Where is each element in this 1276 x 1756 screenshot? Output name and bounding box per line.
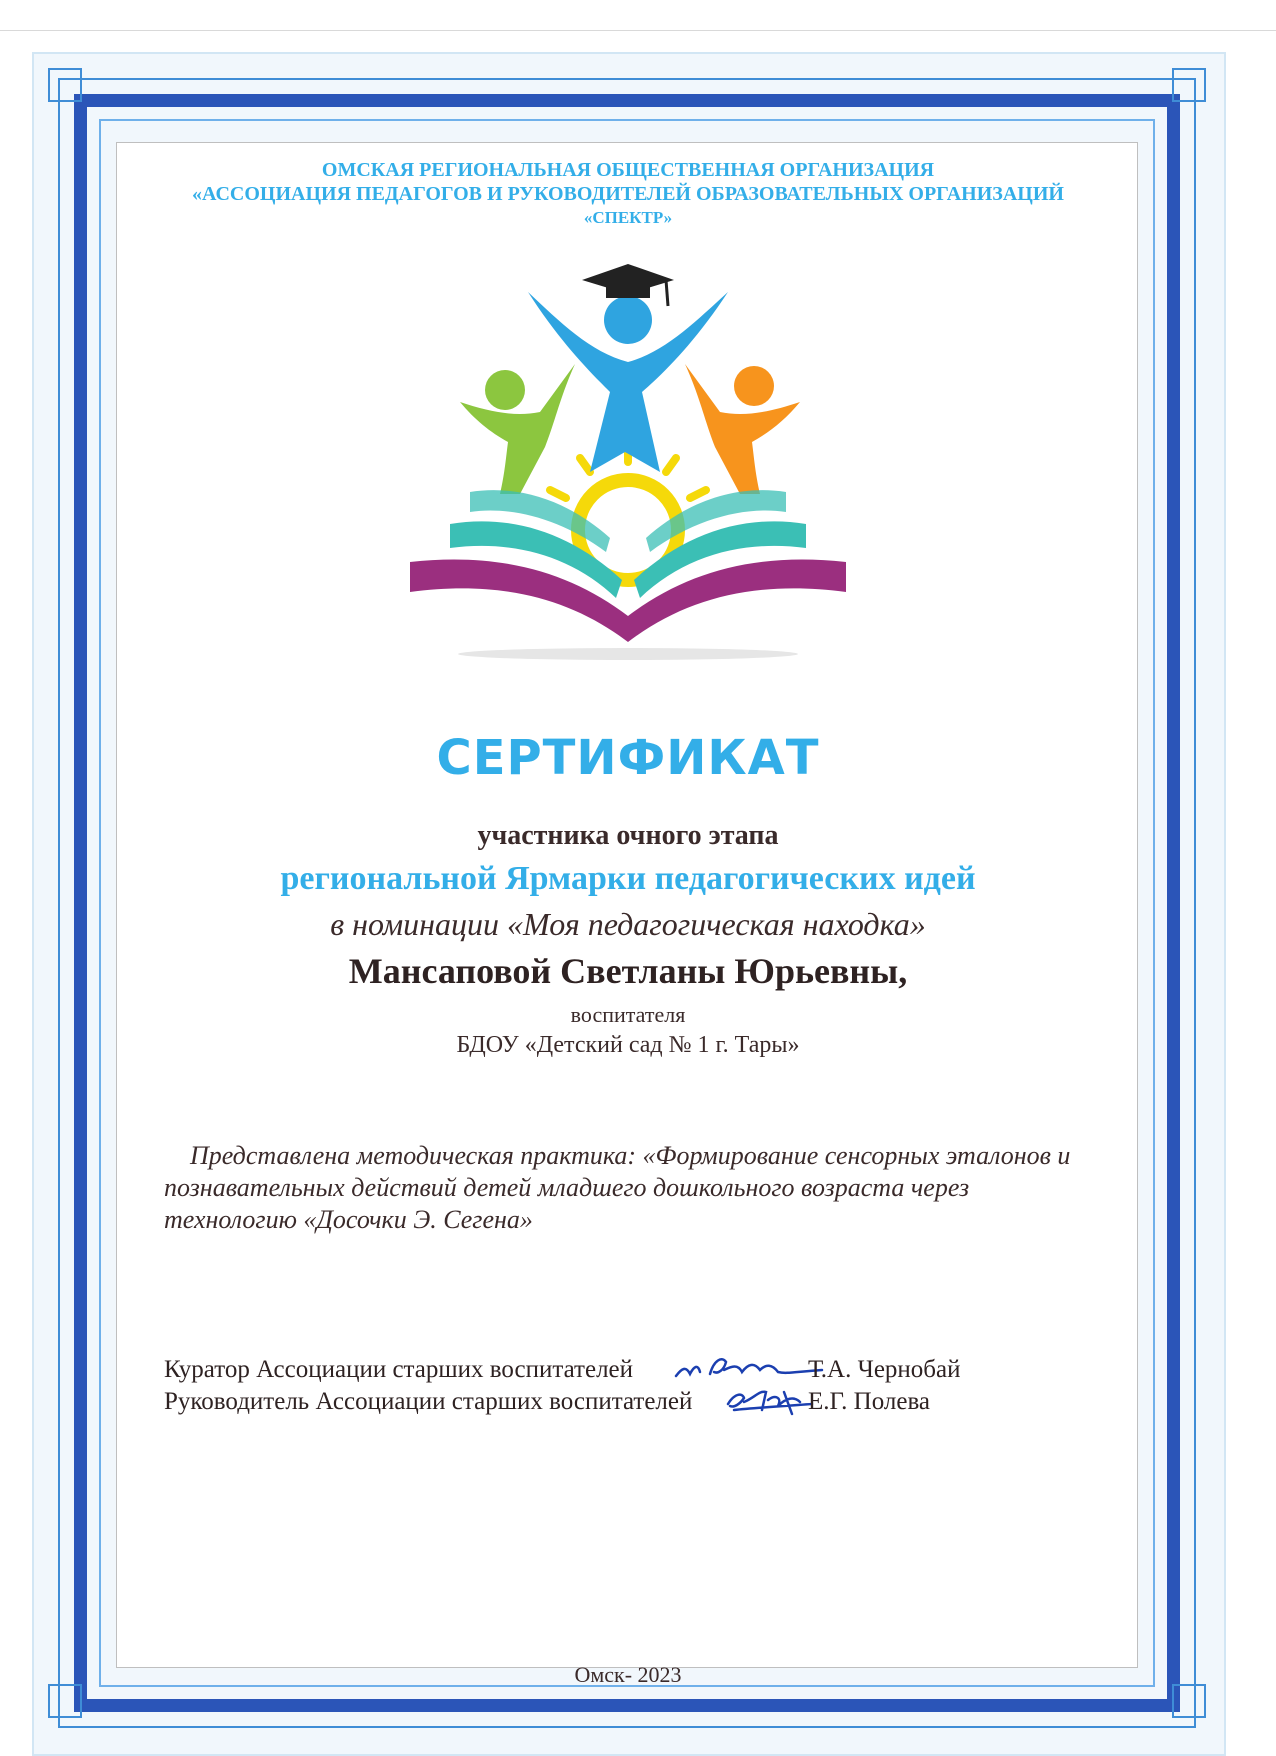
frame-corner-ornament [1172,68,1206,102]
signature-row-head [164,1388,1104,1422]
frame-corner-ornament [48,1684,82,1718]
signer-name: Т.А. Чернобай [808,1356,961,1383]
signer-name: Е.Г. Полева [808,1388,931,1415]
signature-role: Руководитель Ассоциации старших воспитателей [164,1388,693,1415]
certificate-title: СЕРТИФИКАТ [436,730,820,786]
frame-corner-ornament [1172,1684,1206,1718]
nomination-line: в номинации «Моя педагогическая находка» [330,906,926,942]
city-year: Омск- 2023 [574,1662,682,1687]
organization-line-2: «АССОЦИАЦИЯ ПЕДАГОГОВ И РУКОВОДИТЕЛЕЙ ОБРАЗОВАТЕЛЬНЫХ ОРГАНИЗАЦИЙ [192,183,1064,205]
recipient-institution: БДОУ «Детский сад № 1 г. Тары» [456,1032,800,1058]
certificate-content [148,142,1108,1687]
scan-edge-line [0,30,1276,31]
blue-child-figure [528,264,728,472]
signature-role: Куратор Ассоциации старших воспитателей [164,1356,634,1383]
recipient-position: воспитателя [570,1002,686,1027]
recipient-name: Мансаповой Светланы Юрьевны, [348,951,908,991]
handwritten-signature-icon [724,1380,814,1420]
organization-line-1: ОМСКАЯ РЕГИОНАЛЬНАЯ ОБЩЕСТВЕННАЯ ОРГАНИЗАЦИЯ [321,159,935,181]
signature-row-curator [164,1356,1104,1390]
participant-line: участника очного этапа [477,820,779,851]
frame-corner-ornament [48,68,82,102]
book-children-sun-logo-icon [410,262,846,662]
practice-description: Представлена методическая практика: «Формирование сенсорных эталонов и познавательных действий детей младшего дошкольного возраста через технологию «Досочки Э. Сегена» [164,1141,1071,1234]
orange-child-figure [685,364,800,494]
organization-line-3: «СПЕКТР» [583,208,673,227]
green-child-figure [460,364,575,494]
event-line: региональной Ярмарки педагогических идей [280,860,976,897]
